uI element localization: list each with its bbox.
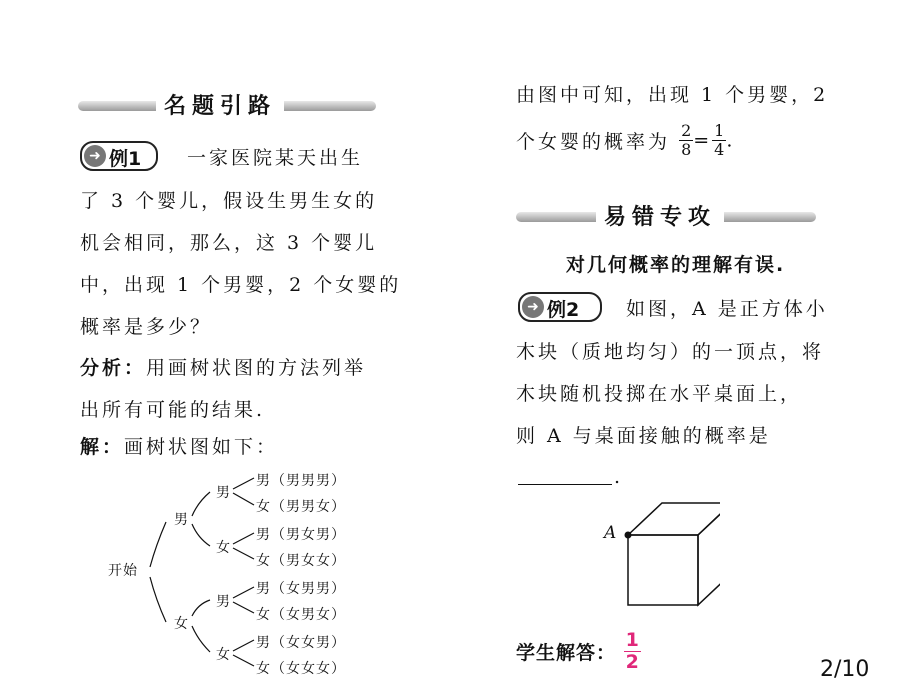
answer-label: 学生解答： [516, 642, 617, 664]
answer-fraction [624, 630, 641, 673]
branch-g-b [192, 600, 210, 616]
problem-line-4: 中，出现 1 个男婴，2 个女婴的 [80, 274, 402, 296]
cube-front-face [628, 535, 698, 605]
tree-root: 开始 [108, 563, 138, 579]
branch-l7 [233, 640, 254, 651]
problem-line-1: 一家医院某天出生 [187, 147, 364, 169]
tree-leaf-6: 女（女男女） [256, 607, 346, 623]
tree-leaf-5: 男（女男男） [256, 581, 346, 597]
header-title-2: 易错专攻 [596, 200, 724, 231]
tree-leaf-8: 女（女女女） [256, 661, 346, 677]
example-1-label: 例1 [109, 148, 142, 170]
example-2-badge [518, 292, 602, 322]
branch-l8 [233, 655, 254, 666]
branch-l5 [233, 587, 254, 598]
cube-top-face [628, 503, 720, 535]
fraction-1-4-den: 4 [714, 140, 725, 159]
branch-g-g [192, 626, 210, 652]
answer-fraction-den: 2 [625, 651, 639, 673]
branch-l1 [233, 478, 254, 489]
tree-level2-3: 男 [216, 594, 231, 610]
tree-leaf-2: 女（男男女） [256, 499, 346, 515]
vertex-a-label: A [604, 523, 617, 543]
conclusion-prefix: 个女婴的概率为 [516, 131, 671, 153]
solution-label: 解： [80, 436, 125, 458]
cube-side-face [698, 503, 720, 605]
problem2-line-1: 如图，A 是正方体小 [626, 298, 828, 320]
fraction-1-4 [712, 122, 726, 159]
branch-l4 [233, 548, 254, 559]
blank-period: . [614, 466, 624, 488]
solution-text: 画树状图如下： [124, 436, 279, 458]
tree-leaf-4: 女（男女女） [256, 553, 346, 569]
page-number: 2/10 [820, 657, 870, 682]
branch-l3 [233, 533, 254, 544]
vertex-a-dot [625, 532, 632, 539]
fraction-2-8-num: 2 [681, 121, 692, 140]
tree-level1-girl: 女 [174, 616, 189, 632]
branch-l2 [233, 493, 254, 505]
topic-line: 对几何概率的理解有误. [566, 254, 786, 276]
tree-leaf-7: 男（女女男） [256, 635, 346, 651]
tree-level2-1: 男 [216, 485, 231, 501]
header-title: 名题引路 [156, 89, 284, 120]
problem2-line-2: 木块（质地均匀）的一顶点，将 [516, 341, 825, 363]
branch-root-boy [150, 522, 166, 567]
conclusion-line-1: 由图中可知，出现 1 个男婴，2 [516, 84, 829, 106]
arrow-right-icon-2: ➜ [522, 296, 544, 318]
branch-b-b [192, 492, 210, 516]
branch-b-g [192, 524, 210, 546]
conclusion-line-2 [516, 122, 735, 168]
tree-leaf-1: 男（男男男） [256, 473, 346, 489]
answer-fraction-num: 1 [625, 629, 639, 651]
problem2-line-4: 则 A 与桌面接触的概率是 [516, 425, 771, 447]
fraction-2-8 [679, 122, 693, 159]
fraction-2-8-den: 8 [681, 140, 692, 159]
problem-line-2: 了 3 个婴儿，假设生男生女的 [80, 190, 378, 212]
arrow-right-icon: ➜ [84, 145, 106, 167]
answer-blank [518, 484, 612, 485]
equals-sign: = [693, 129, 713, 152]
tree-level2-4: 女 [216, 647, 231, 663]
analysis-label: 分析： [80, 357, 147, 379]
problem-line-5: 概率是多少？ [80, 316, 213, 338]
analysis-line-2: 出所有可能的结果. [80, 399, 266, 421]
branch-l6 [233, 602, 254, 613]
tree-level1-boy: 男 [174, 512, 189, 528]
problem-line-3: 机会相同，那么，这 3 个婴儿 [80, 232, 378, 254]
fraction-1-4-num: 1 [714, 121, 725, 140]
cube-figure [600, 495, 720, 615]
tree-leaf-3: 男（男女男） [256, 527, 346, 543]
branch-root-girl [150, 577, 166, 622]
tree-level2-2: 女 [216, 540, 231, 556]
answer-line [516, 630, 641, 676]
problem2-line-3: 木块随机投掷在水平桌面上， [516, 383, 803, 405]
analysis-text-1: 用画树状图的方法列举 [146, 357, 367, 379]
example-2-label: 例2 [547, 299, 580, 321]
header-yicuo [516, 205, 816, 230]
conclusion-period: . [726, 129, 736, 152]
